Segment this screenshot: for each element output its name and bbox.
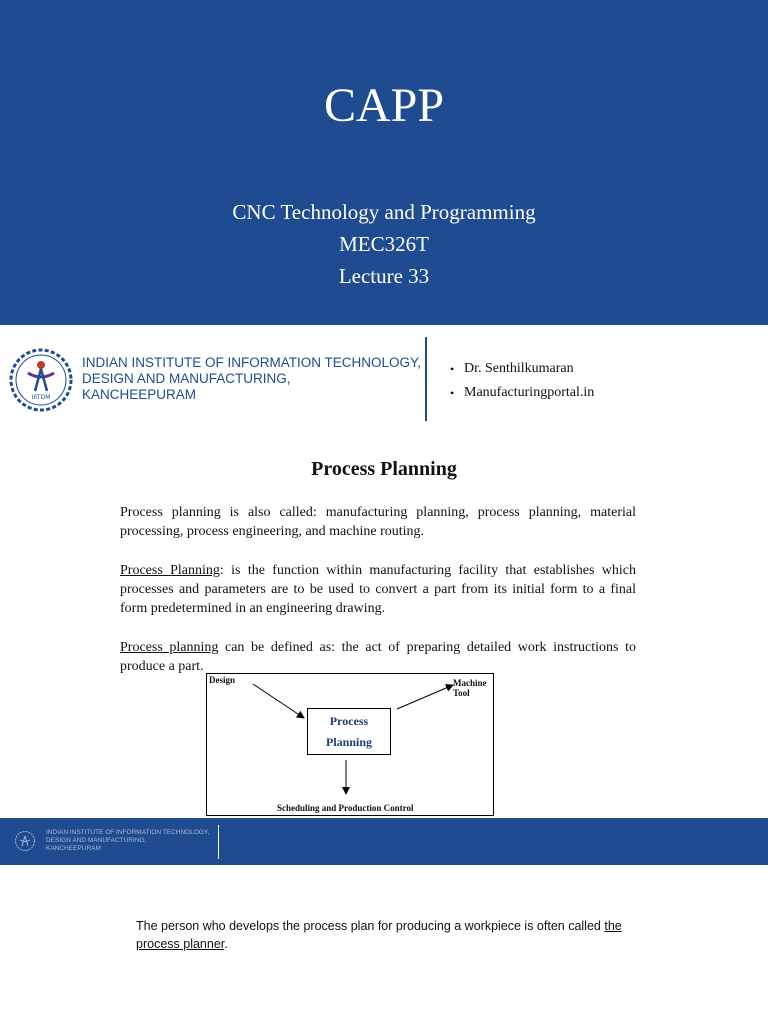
institute-logo-icon <box>14 830 36 852</box>
footer-name-line: INDIAN INSTITUTE OF INFORMATION TECHNOLOGY, <box>46 829 210 836</box>
title-banner <box>0 0 768 325</box>
arrow-design-to-planning <box>253 684 304 718</box>
defined-term: Process Planning <box>120 563 220 578</box>
paragraph-text: The person who develops the process plan for producing a workpiece is often called <box>136 919 605 933</box>
box-label-line: Process <box>329 714 369 728</box>
scheduling-label: Scheduling and Production Control <box>277 803 414 813</box>
author-item: • Manufacturingportal.in <box>450 381 594 405</box>
paragraph-end: . <box>224 937 228 951</box>
paragraph <box>120 638 636 676</box>
institute-name-line: KANCHEEPURAM <box>82 387 197 402</box>
defined-term: the process planner <box>136 919 622 951</box>
course-code: MEC326T <box>339 232 429 256</box>
paragraph-text: : is the function within manufacturing facility that establishes which processes and parameters are to be used to convert a part from its initial form to a final form predetermined in an engineering drawing. <box>120 563 636 616</box>
slide-title: CAPP <box>323 79 445 132</box>
lecture-number: Lecture 33 <box>338 264 430 288</box>
vertical-divider <box>425 337 427 421</box>
footer-name-line: DESIGN AND MANUFACTURING, <box>46 837 147 844</box>
machine-tool-label: Machine Tool <box>453 678 487 698</box>
process-planning-diagram <box>206 673 494 816</box>
institute-name <box>82 355 421 403</box>
process-planning-box <box>307 708 391 755</box>
footer-divider <box>218 825 219 859</box>
box-label-line: Planning <box>325 735 373 749</box>
bottom-paragraph <box>136 917 656 953</box>
author-item: • Dr. Senthilkumaran <box>450 357 594 381</box>
defined-term: Process planning <box>120 640 219 655</box>
paragraph <box>120 561 636 618</box>
institute-logo-icon <box>8 347 74 413</box>
institute-name-line: INDIAN INSTITUTE OF INFORMATION TECHNOLOGY, <box>82 355 422 370</box>
design-label: Design <box>209 675 236 685</box>
paragraph-text: can be defined as: the act of preparing detailed work instructions to produce a part. <box>120 640 637 674</box>
arrow-planning-to-machine <box>397 685 453 709</box>
footer-name-line: KANCHEEPURAM <box>46 845 101 852</box>
institute-name-line: DESIGN AND MANUFACTURING, <box>82 371 291 386</box>
section-title: Process Planning <box>311 458 457 480</box>
author-list <box>450 357 594 405</box>
footer-institute-name <box>46 829 209 853</box>
paragraph: Process planning is also called: manufacturing planning, process planning, material processing, process engineering, and machine routing. <box>120 505 636 539</box>
course-name: CNC Technology and Programming <box>232 200 536 224</box>
logo-wordmark: IIITDM <box>31 394 51 401</box>
